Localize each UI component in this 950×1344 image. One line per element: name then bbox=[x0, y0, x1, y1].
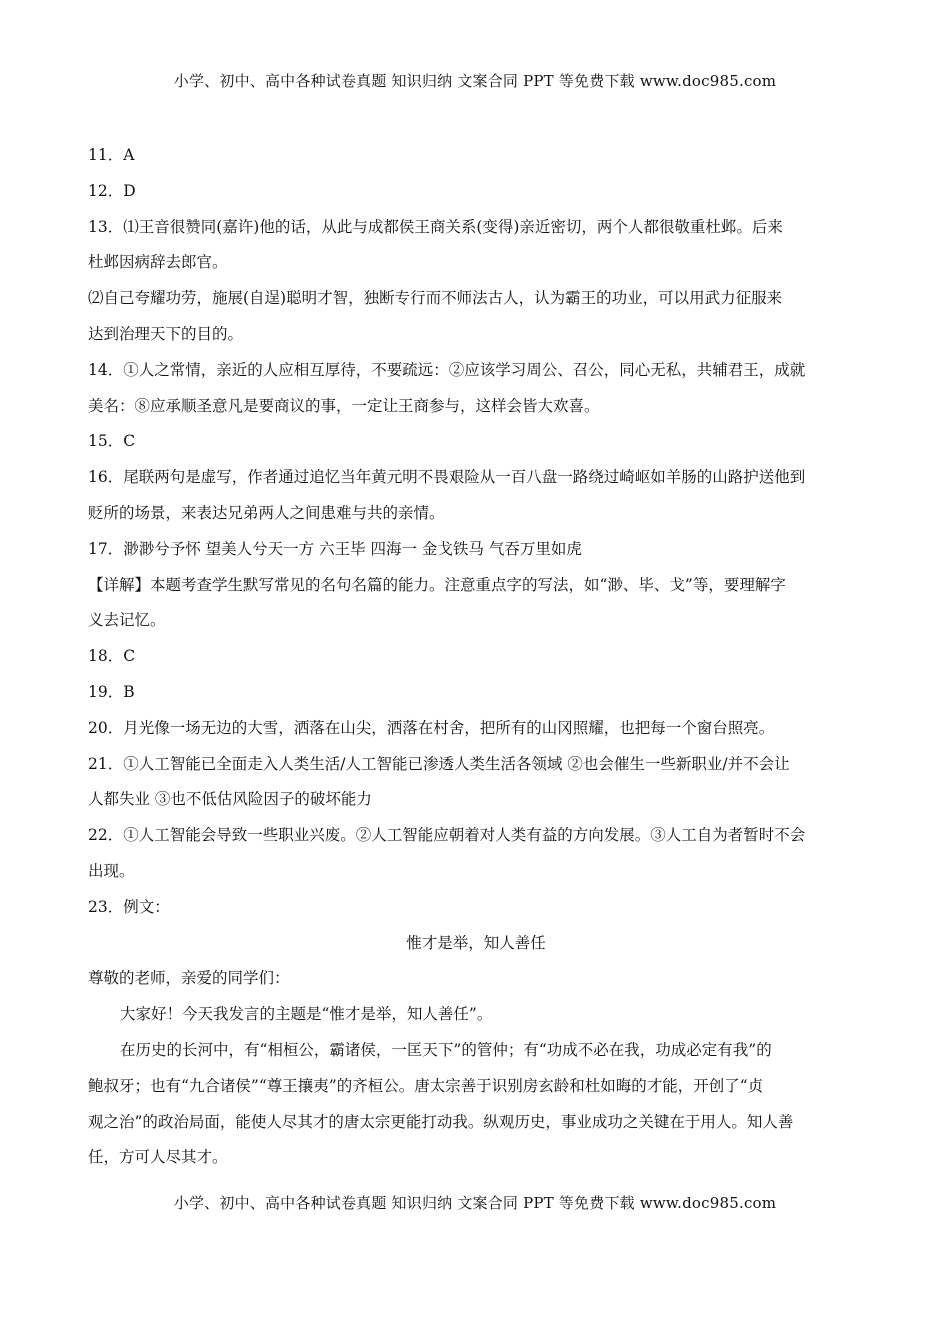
answer-14-line-1: 14．①人之常情，亲近的人应相互厚待，不要疏远：②应该学习周公、召公，同心无私，共辅君王，成就 bbox=[88, 360, 806, 379]
answer-16-line-1: 16．尾联两句是虚写，作者通过追忆当年黄元明不畏艰险从一百八盘一路绕过崎岖如羊肠的山路护送他到 bbox=[88, 468, 806, 487]
answer-13-line-2: 杜邺因病辞去郎官。 bbox=[88, 253, 228, 272]
answer-content bbox=[88, 138, 864, 1176]
answer-18: 18．C bbox=[88, 647, 136, 666]
answer-22-line-2: 出现。 bbox=[88, 861, 135, 880]
answer-21-line-2: 人都失业 ③也不低估风险因子的破坏能力 bbox=[88, 790, 372, 809]
essay-title: 惟才是举，知人善任 bbox=[406, 933, 546, 952]
essay-paragraph-1: 大家好！今天我发言的主题是“惟才是举，知人善任”。 bbox=[120, 1005, 493, 1024]
essay-paragraph-2-line-1: 在历史的长河中，有“相桓公，霸诸侯，一匡天下”的管仲；有“功成不必在我，功成必定有我”的 bbox=[120, 1040, 772, 1059]
answer-15: 15．C bbox=[88, 432, 136, 451]
answer-22-line-1: 22．①人工智能会导致一些职业兴废。②人工智能应朝着对人类有益的方向发展。③人工自为者暂时不会 bbox=[88, 826, 806, 845]
answer-17: 17．渺渺兮予怀 望美人兮天一方 六王毕 四海一 金戈铁马 气吞万里如虎 bbox=[88, 539, 582, 558]
answer-13-line-1: 13．⑴王音很赞同(嘉许)他的话，从此与成都侯王商关系(变得)亲近密切，两个人都很敬重杜邺。后来 bbox=[88, 217, 783, 236]
answer-19: 19．B bbox=[88, 682, 135, 701]
page-header: 小学、初中、高中各种试卷真题 知识归纳 文案合同 PPT 等免费下载 www.doc985.com bbox=[173, 72, 777, 90]
answer-23: 23．例文： bbox=[88, 897, 170, 916]
page-footer: 小学、初中、高中各种试卷真题 知识归纳 文案合同 PPT 等免费下载 www.doc985.com bbox=[173, 1194, 777, 1212]
answer-14-line-2: 美名：⑧应承顺圣意凡是要商议的事，一定让王商参与，这样会皆大欢喜。 bbox=[88, 396, 600, 415]
essay-paragraph-2-line-3: 观之治”的政治局面，能使人尽其才的唐太宗更能打动我。纵观历史，事业成功之关键在于用人。知人善 bbox=[88, 1112, 794, 1131]
answer-13-line-3: ⑵自己夸耀功劳，施展(自逞)聪明才智，独断专行而不师法古人，认为霸王的功业，可以用武力征服来 bbox=[88, 289, 783, 308]
essay-paragraph-2-line-2: 鲍叔牙；也有“九合诸侯”“尊王攘夷”的齐桓公。唐太宗善于识别房玄龄和杜如晦的才能，开创了“贞 bbox=[88, 1076, 764, 1095]
answer-11: 11．A bbox=[88, 146, 135, 164]
answer-12: 12．D bbox=[88, 181, 136, 200]
answer-17-detail-line-2: 义去记忆。 bbox=[88, 611, 166, 630]
essay-paragraph-2-line-4: 任，方可人尽其才。 bbox=[88, 1148, 228, 1167]
answer-16-line-2: 贬所的场景，来表达兄弟两人之间患难与共的亲情。 bbox=[88, 503, 445, 522]
essay-salutation: 尊敬的老师，亲爱的同学们： bbox=[88, 969, 290, 988]
answer-17-detail-line-1: 【详解】本题考查学生默写常见的名句名篇的能力。注意重点字的写法，如“渺、毕、戈”等，要理解字 bbox=[88, 575, 786, 594]
answer-21-line-1: 21．①人工智能已全面走入人类生活/人工智能已渗透人类生活各领域 ②也会催生一些新职业/并不会让 bbox=[88, 754, 790, 773]
answer-13-line-4: 达到治理天下的目的。 bbox=[88, 324, 244, 343]
answer-20: 20．月光像一场无边的大雪，洒落在山尖，洒落在村舍，把所有的山冈照耀，也把每一个窗台照亮。 bbox=[88, 718, 775, 737]
